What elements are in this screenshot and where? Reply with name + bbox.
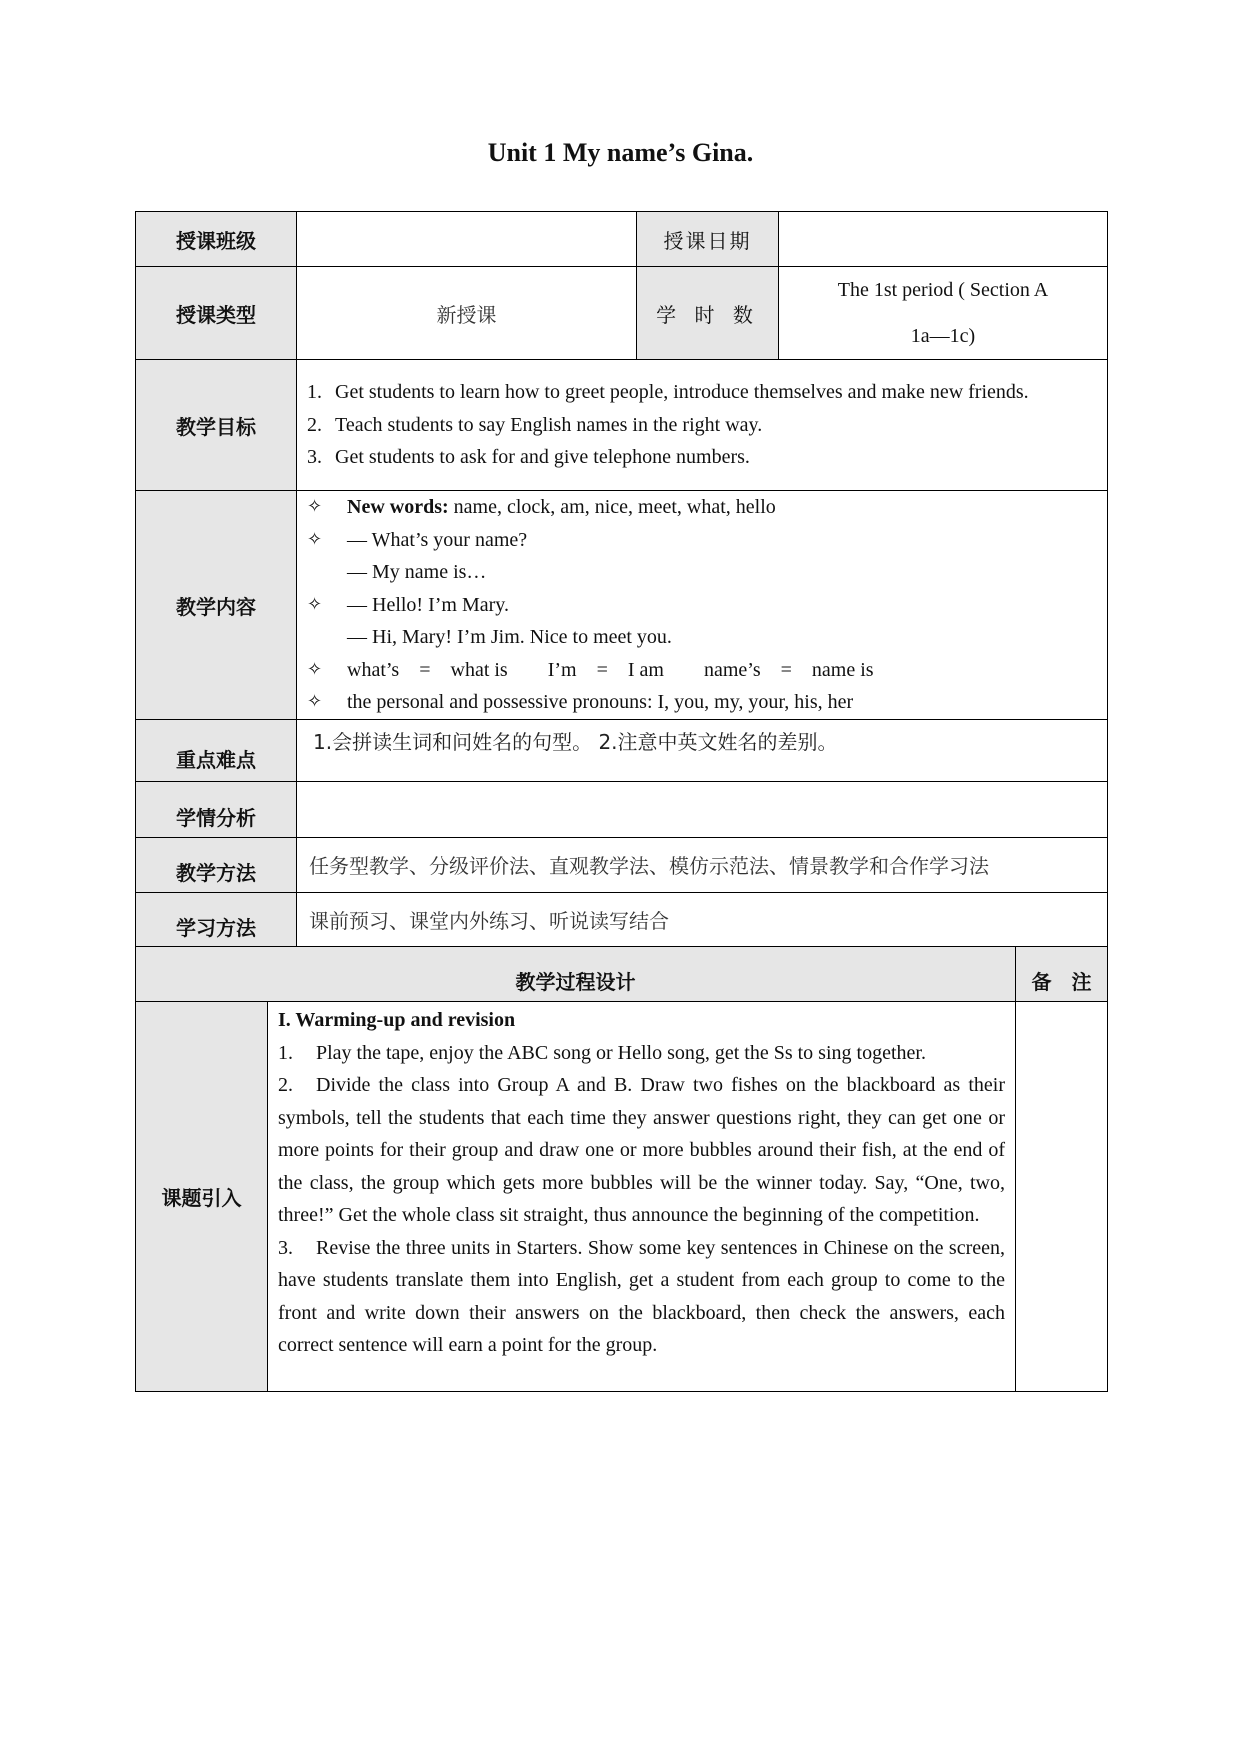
content-contractions: ✧ what’s = what is I’m = I am name’s = name is [307,658,874,681]
content-cell [297,491,1108,720]
content-dialogue-1: ✧ — What’s your name? [307,528,528,551]
objective-item: 3. Get students to ask for and give telephone numbers. [307,446,750,469]
objective-item: 1. Get students to learn how to greet people, introduce themselves and make new friends. [307,381,1029,404]
process-content [268,1002,1016,1392]
hours-label: 学 时 数 [637,267,779,360]
learning-method-value: 课前预习、课堂内外练习、听说读写结合 [297,893,1108,948]
class-value [297,212,637,267]
remarks-cell [1016,1002,1108,1392]
content-label: 教学内容 [136,491,297,720]
content-pronouns: ✧ the personal and possessive pronouns: I, you, my, your, his, her [307,691,854,714]
period-value [779,267,1108,360]
analysis-value [297,782,1108,838]
process-header: 教学过程设计 [136,947,1016,1002]
process-heading: I. Warming-up and revision [278,1009,516,1031]
period-line-1: The 1st period ( Section A [837,279,1049,301]
content-dialogue-1-answer: — My name is… [347,561,487,584]
objectives-cell [297,360,1108,491]
key-points-label: 重点难点 [136,720,297,782]
process-step: 1. Play the tape, enjoy the ABC song or Hello song, get the Ss to sing together. [278,1041,926,1064]
type-value: 新授课 [297,267,637,360]
objective-item: 2. Teach students to say English names in the right way. [307,413,763,436]
lesson-info-table [135,211,1108,948]
analysis-label: 学情分析 [136,782,297,838]
process-table [135,946,1108,1392]
remarks-header: 备 注 [1016,947,1108,1002]
date-value [779,212,1108,267]
period-line-2: 1a—1c) [910,325,976,347]
content-dialogue-2-answer: — Hi, Mary! I’m Jim. Nice to meet you. [347,626,672,649]
content-new-words: ✧ New words: name, clock, am, nice, meet, what, hello [307,496,776,519]
process-step: 3. Revise the three units in Starters. Show some key sentences in Chinese on the screen, have students translate them into English, get a student from each group to come to the front and write down their answers on the blackboard, then check the answers, each correct sentence will earn a point for the group. [278,1236,1005,1356]
teaching-method-label: 教学方法 [136,838,297,893]
teaching-method-value: 任务型教学、分级评价法、直观教学法、模仿示范法、情景教学和合作学习法 [297,838,1108,893]
class-label: 授课班级 [136,212,297,267]
content-dialogue-2: ✧ — Hello! I’m Mary. [307,593,509,616]
learning-method-label: 学习方法 [136,893,297,948]
objectives-label: 教学目标 [136,360,297,491]
intro-label: 课题引入 [136,1002,268,1392]
date-label: 授课日期 [637,212,779,267]
page-title: Unit 1 My name’s Gina. [487,138,754,167]
process-step: 2. Divide the class into Group A and B. Draw two fishes on the blackboard as their symbols, tell the students that each time they answer questions right, they can get one or more points for their group and draw one or more bubbles around their fish, at the end of the class, the group which gets more bubbles will be the winner today. Say, “One, two, three!” Get the whole class sit straight, thus announce the beginning of the competition. [278,1074,1005,1226]
type-label: 授课类型 [136,267,297,360]
key-points-value: 1.会拼读生词和问姓名的句型。 2.注意中英文姓名的差别。 [297,720,1108,782]
